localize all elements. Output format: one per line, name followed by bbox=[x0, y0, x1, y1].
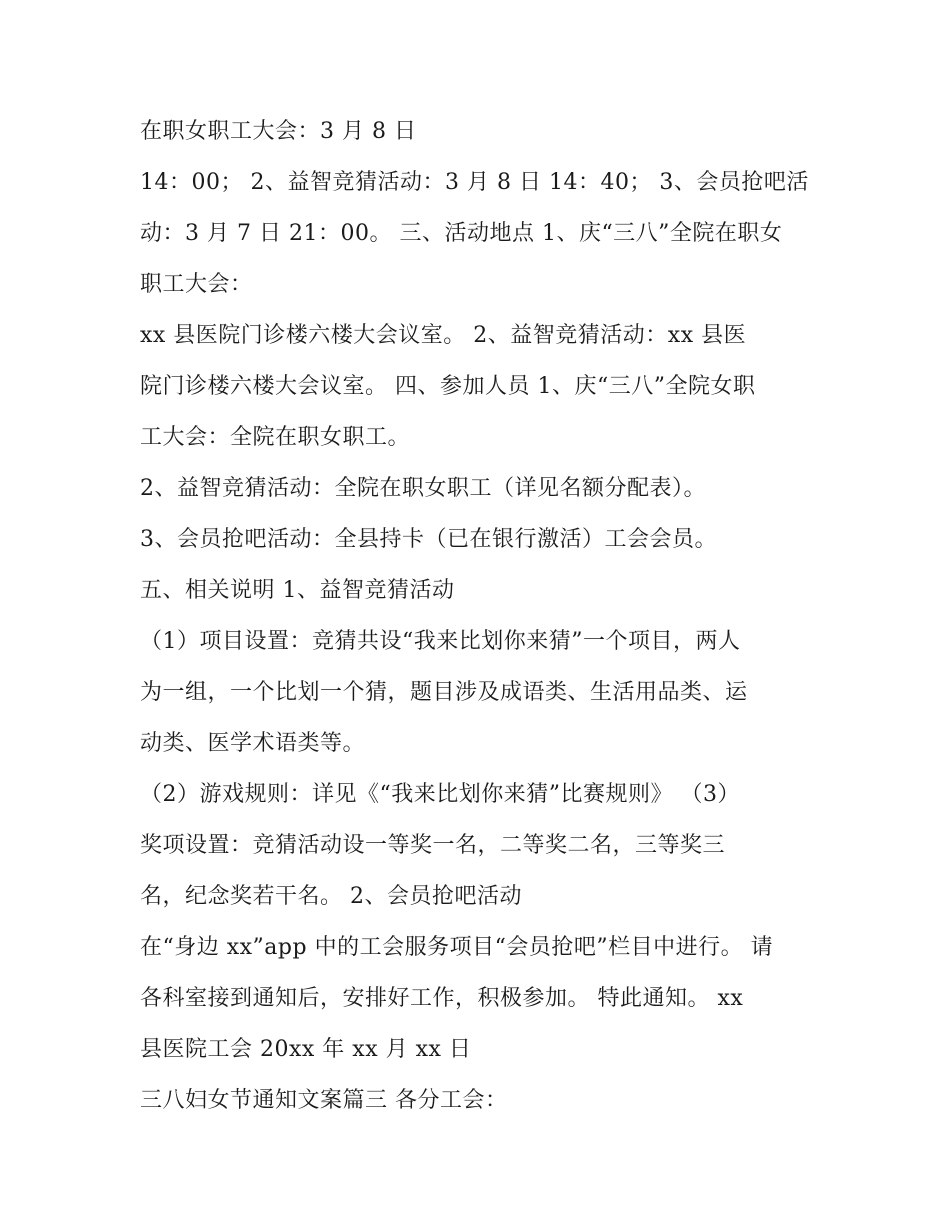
text-line: （1）项目设置：竞猜共设“我来比划你来猜”一个项目，两人 bbox=[140, 629, 741, 654]
text-line: 各科室接到通知后，安排好工作，积极参加。 特此通知。 xx bbox=[140, 986, 744, 1011]
text-line: 名，纪念奖若干名。 2、会员抢吧活动 bbox=[140, 884, 522, 909]
text-line: 3、会员抢吧活动：全县持卡（已在银行激活）工会会员。 bbox=[140, 527, 717, 552]
document-body bbox=[140, 106, 820, 1126]
text-line: （2）游戏规则：详见《“我来比划你来猜”比赛规则》 （3） bbox=[140, 782, 740, 807]
text-line: 为一组，一个比划一个猜，题目涉及成语类、生活用品类、运 bbox=[140, 680, 748, 705]
text-line: 14：00； 2、益智竞猜活动：3 月 8 日 14：40； 3、会员抢吧活 bbox=[140, 170, 809, 195]
text-line: 院门诊楼六楼大会议室。 四、参加人员 1、庆“三八”全院女职 bbox=[140, 374, 756, 399]
text-line: 2、益智竞猜活动：全院在职女职工（详见名额分配表）。 bbox=[140, 476, 706, 501]
text-line: 在“身边 xx”app 中的工会服务项目“会员抢吧”栏目中进行。 请 bbox=[140, 935, 774, 960]
text-line: 职工大会： bbox=[140, 272, 253, 297]
text-line: 在职女职工大会：3 月 8 日 bbox=[140, 119, 417, 144]
text-line: 三八妇女节通知文案篇三 各分工会： bbox=[140, 1088, 508, 1113]
text-line: 五、相关说明 1、益智竞猜活动 bbox=[140, 578, 455, 603]
text-line: 工大会：全院在职女职工。 bbox=[140, 425, 411, 450]
text-line: 动：3 月 7 日 21：00。 三、活动地点 1、庆“三八”全院在职女 bbox=[140, 221, 783, 246]
text-line: 奖项设置：竞猜活动设一等奖一名，二等奖二名，三等奖三 bbox=[140, 833, 726, 858]
text-line: 县医院工会 20xx 年 xx 月 xx 日 bbox=[140, 1037, 472, 1062]
text-line: 动类、医学术语类等。 bbox=[140, 731, 366, 756]
text-line: xx 县医院门诊楼六楼大会议室。 2、益智竞猜活动：xx 县医 bbox=[140, 323, 747, 348]
